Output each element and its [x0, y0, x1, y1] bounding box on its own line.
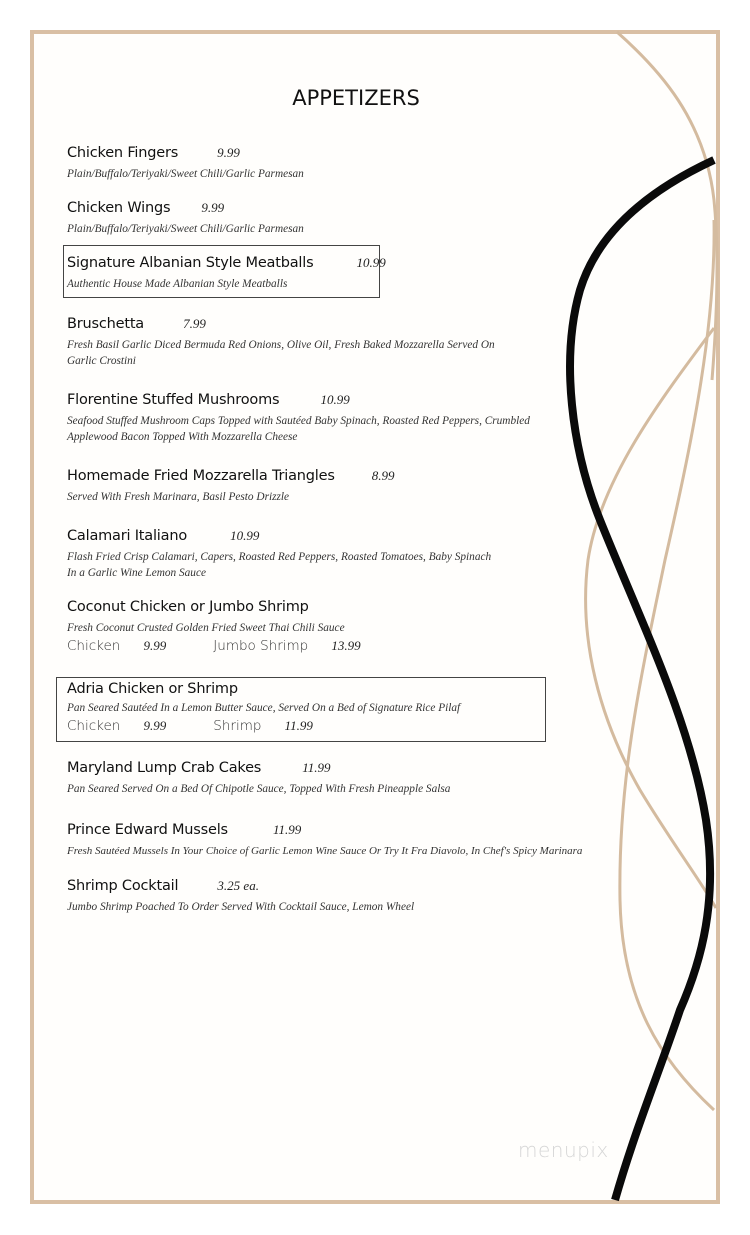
item-name: Coconut Chicken or Jumbo Shrimp — [67, 599, 309, 615]
item-name: Calamari Italiano — [67, 528, 187, 544]
item-price: 11.99 — [273, 822, 302, 837]
option-price: 13.99 — [331, 638, 361, 653]
item-name: Maryland Lump Crab Cakes — [67, 760, 262, 776]
item-price: 10.99 — [320, 392, 350, 407]
item-name: Bruschetta — [67, 316, 144, 332]
menu-item-bruschetta — [67, 313, 495, 369]
item-name: Signature Albanian Style Meatballs — [67, 255, 314, 271]
option-label: Shrimp — [213, 718, 262, 734]
item-price: 10.99 — [230, 528, 260, 543]
item-description-line: Seafood Stuffed Mushroom Caps Topped with Sautéed Baby Spinach, Roasted Red Peppers, Crumbled — [67, 415, 530, 427]
option-price: 11.99 — [284, 718, 313, 733]
item-description-line: Applewood Bacon Topped With Mozzarella Cheese — [67, 431, 298, 443]
item-description: Jumbo Shrimp Poached To Order Served With Cocktail Sauce, Lemon Wheel — [67, 901, 415, 913]
item-description-line: Garlic Crostini — [67, 355, 136, 367]
menu-item-crab-cakes — [67, 757, 450, 797]
item-description: Fresh Coconut Crusted Golden Fried Sweet Thai Chili Sauce — [67, 622, 345, 634]
option-label: Jumbo Shrimp — [213, 638, 309, 654]
item-name: Prince Edward Mussels — [67, 822, 228, 838]
item-description: Plain/Buffalo/Teriyaki/Sweet Chili/Garlic Parmesan — [67, 223, 304, 235]
menu-item-shrimp-cocktail — [67, 875, 414, 915]
item-description: Pan Seared Sautéed In a Lemon Butter Sauce, Served On a Bed of Signature Rice Pilaf — [67, 702, 461, 714]
item-name: Chicken Wings — [67, 200, 171, 216]
item-price: 9.99 — [201, 200, 225, 215]
option-label: Chicken — [67, 718, 121, 734]
section-title: APPETIZERS — [292, 86, 420, 110]
menu-item-calamari-italiano — [67, 525, 491, 581]
menu-item-adria-chicken-shrimp — [67, 678, 460, 735]
menupix-watermark: menupix — [518, 1138, 609, 1162]
item-description: Pan Seared Served On a Bed Of Chipotle Sauce, Topped With Fresh Pineapple Salsa — [67, 783, 451, 795]
item-price: 9.99 — [217, 145, 240, 160]
menu-item-fried-mozzarella — [67, 465, 395, 505]
item-description: Authentic House Made Albanian Style Meatballs — [67, 278, 288, 290]
item-price: 11.99 — [302, 760, 331, 775]
item-description-line: In a Garlic Wine Lemon Sauce — [67, 567, 206, 579]
menu-item-chicken-fingers — [67, 142, 304, 182]
item-description-line: Flash Fried Crisp Calamari, Capers, Roasted Red Peppers, Roasted Tomatoes, Baby Spinach — [67, 551, 492, 563]
item-name: Homemade Fried Mozzarella Triangles — [67, 468, 335, 484]
menu-item-albanian-meatballs — [67, 252, 386, 292]
item-options — [67, 716, 460, 735]
item-price: 10.99 — [356, 255, 386, 270]
item-price: 8.99 — [371, 468, 395, 483]
item-name: Florentine Stuffed Mushrooms — [67, 392, 280, 408]
item-name: Shrimp Cocktail — [67, 878, 179, 894]
menu-item-prince-edward-mussels — [67, 819, 582, 859]
item-options — [67, 636, 361, 655]
item-price: 7.99 — [183, 316, 206, 331]
menu-item-chicken-wings — [67, 197, 304, 237]
item-name: Chicken Fingers — [67, 145, 179, 161]
option-price: 9.99 — [143, 718, 167, 733]
item-description: Plain/Buffalo/Teriyaki/Sweet Chili/Garlic Parmesan — [67, 168, 304, 180]
item-description: Fresh Sautéed Mussels In Your Choice of Garlic Lemon Wine Sauce Or Try It Fra Diavolo, In Chef's Spicy Marinara — [67, 845, 583, 857]
option-price: 9.99 — [143, 638, 167, 653]
option-label: Chicken — [67, 638, 121, 654]
item-price: 3.25 ea. — [217, 878, 259, 893]
menu-item-coconut-chicken-shrimp — [67, 596, 361, 655]
item-description-line: Fresh Basil Garlic Diced Bermuda Red Onions, Olive Oil, Fresh Baked Mozzarella Served On — [67, 339, 495, 351]
item-name: Adria Chicken or Shrimp — [67, 681, 238, 697]
item-description: Served With Fresh Marinara, Basil Pesto Drizzle — [67, 491, 290, 503]
menu-item-florentine-mushrooms — [67, 389, 530, 445]
